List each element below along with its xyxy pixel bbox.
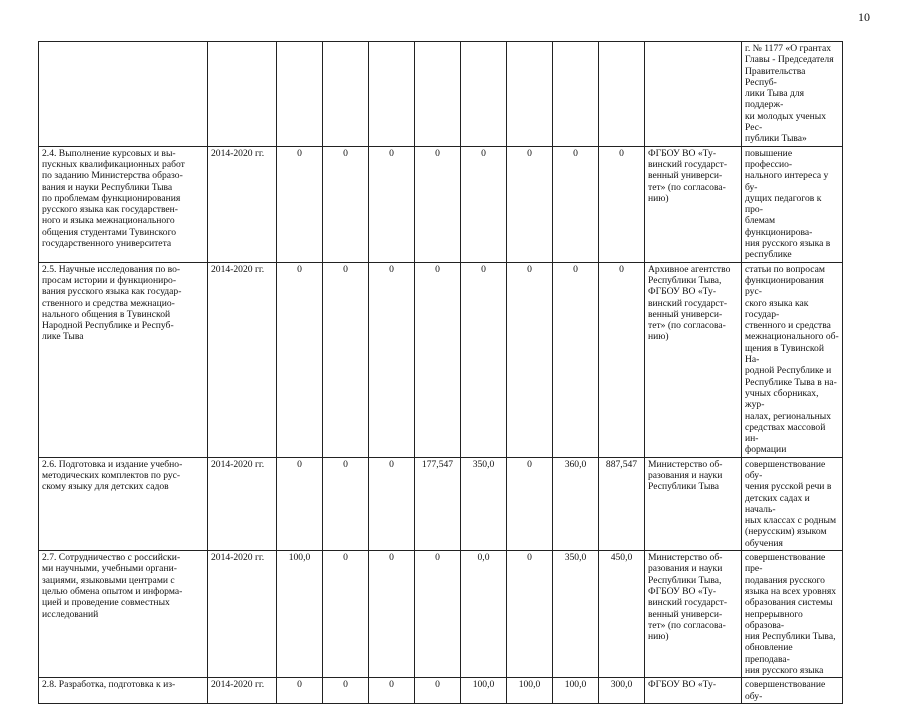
executor-cell: Министерство об- разования и науки Республики Тыва bbox=[645, 457, 742, 550]
funding-value-cell: 0 bbox=[507, 551, 553, 678]
activity-name-cell bbox=[39, 42, 208, 147]
executor-cell: Архивное агентство Республики Тыва, ФГБОУ ВО «Ту- винский государст- венный универси- тет» (по согласова- нию) bbox=[645, 262, 742, 457]
period-cell bbox=[208, 42, 277, 147]
funding-value-cell bbox=[553, 42, 599, 147]
funding-value-cell: 887,547 bbox=[599, 457, 645, 550]
expected-result-cell: совершенствование пре- подавания русского языка на всех уровнях образования системы непрерывного образова- ния Республики Тыва, обновление преподава- ния русского языка bbox=[742, 551, 843, 678]
funding-value-cell: 0 bbox=[277, 262, 323, 457]
funding-value-cell: 0 bbox=[323, 551, 369, 678]
funding-value-cell: 0 bbox=[369, 146, 415, 262]
table-row bbox=[39, 551, 843, 678]
expected-result-cell: повышение профессио- нального интереса у бу- дущих педагогов к про- блемам функционирова- ния русского языка в республике bbox=[742, 146, 843, 262]
funding-value-cell: 100,0 bbox=[507, 678, 553, 704]
funding-value-cell: 100,0 bbox=[461, 678, 507, 704]
funding-value-cell: 0 bbox=[323, 457, 369, 550]
funding-value-cell: 0 bbox=[369, 262, 415, 457]
period-cell: 2014-2020 гг. bbox=[208, 678, 277, 704]
funding-value-cell: 0 bbox=[323, 678, 369, 704]
funding-value-cell: 0 bbox=[599, 146, 645, 262]
funding-value-cell: 0 bbox=[553, 262, 599, 457]
funding-value-cell: 0 bbox=[277, 457, 323, 550]
table-row bbox=[39, 678, 843, 704]
funding-value-cell: 350,0 bbox=[553, 551, 599, 678]
funding-value-cell: 0 bbox=[507, 146, 553, 262]
funding-value-cell bbox=[277, 42, 323, 147]
funding-value-cell: 100,0 bbox=[277, 551, 323, 678]
funding-value-cell: 0 bbox=[277, 146, 323, 262]
funding-value-cell: 0,0 bbox=[461, 551, 507, 678]
funding-value-cell bbox=[323, 42, 369, 147]
expected-result-cell: г. № 1177 «О грантах Главы - Председателя Правительства Респуб- лики Тыва для поддерж- ки молодых ученых Рес- публики Тыва» bbox=[742, 42, 843, 147]
period-cell: 2014-2020 гг. bbox=[208, 146, 277, 262]
funding-value-cell: 0 bbox=[415, 551, 461, 678]
page-number: 10 bbox=[858, 10, 870, 24]
activity-name-cell: 2.4. Выполнение курсовых и вы- пускных квалификационных работ по заданию Министерства образо- вания и науки Республики Тыва по проблемам функционирования русского языка как государствен- ного и языка межнационального общения студентами Тувинского государственного университета bbox=[39, 146, 208, 262]
table-row bbox=[39, 457, 843, 550]
funding-value-cell: 0 bbox=[277, 678, 323, 704]
period-cell: 2014-2020 гг. bbox=[208, 262, 277, 457]
funding-value-cell: 0 bbox=[369, 551, 415, 678]
table-row bbox=[39, 262, 843, 457]
funding-value-cell bbox=[461, 42, 507, 147]
funding-value-cell: 0 bbox=[507, 262, 553, 457]
funding-value-cell: 0 bbox=[599, 262, 645, 457]
funding-value-cell: 350,0 bbox=[461, 457, 507, 550]
funding-value-cell: 0 bbox=[415, 262, 461, 457]
funding-value-cell: 0 bbox=[415, 678, 461, 704]
period-cell: 2014-2020 гг. bbox=[208, 551, 277, 678]
funding-value-cell: 100,0 bbox=[553, 678, 599, 704]
executor-cell bbox=[645, 42, 742, 147]
activity-name-cell: 2.6. Подготовка и издание учебно- методических комплектов по рус- скому языку для детских садов bbox=[39, 457, 208, 550]
executor-cell: ФГБОУ ВО «Ту- винский государст- венный универси- тет» (по согласова- нию) bbox=[645, 146, 742, 262]
funding-value-cell bbox=[599, 42, 645, 147]
program-activities-table bbox=[38, 41, 843, 704]
expected-result-cell: совершенствование обу- bbox=[742, 678, 843, 704]
activity-name-cell: 2.5. Научные исследования по во- просам истории и функциониро- вания русского языка как государ- ственного и средства межнацио- нального общения в Тувинской Народной Республике и Респуб- лике Тыва bbox=[39, 262, 208, 457]
period-cell: 2014-2020 гг. bbox=[208, 457, 277, 550]
funding-value-cell: 0 bbox=[507, 457, 553, 550]
funding-value-cell: 0 bbox=[323, 262, 369, 457]
funding-value-cell: 0 bbox=[553, 146, 599, 262]
funding-value-cell bbox=[415, 42, 461, 147]
activity-name-cell: 2.7. Сотрудничество с российски- ми научными, учебными органи- зациями, языковыми центрами с целью обмена опытом и информа- цией и проведение совместных исследований bbox=[39, 551, 208, 678]
funding-value-cell bbox=[369, 42, 415, 147]
funding-value-cell: 360,0 bbox=[553, 457, 599, 550]
funding-value-cell: 0 bbox=[461, 262, 507, 457]
funding-value-cell: 450,0 bbox=[599, 551, 645, 678]
expected-result-cell: статьи по вопросам функционирования рус- ского языка как государ- ственного и средства межнационального об- щения в Тувинской На- родной Республике и Республике Тыва в на- учных сборниках, жур- налах, региональных средствах массовой ин- формации bbox=[742, 262, 843, 457]
funding-value-cell: 0 bbox=[323, 146, 369, 262]
funding-value-cell: 0 bbox=[461, 146, 507, 262]
executor-cell: Министерство об- разования и науки Республики Тыва, ФГБОУ ВО «Ту- винский государст- венный универси- тет» (по согласова- нию) bbox=[645, 551, 742, 678]
activity-name-cell: 2.8. Разработка, подготовка к из- bbox=[39, 678, 208, 704]
funding-value-cell: 300,0 bbox=[599, 678, 645, 704]
expected-result-cell: совершенствование обу- чения русской речи в детских садах и началь- ных классах с родным (нерусским) языком обучения bbox=[742, 457, 843, 550]
funding-value-cell: 0 bbox=[369, 678, 415, 704]
funding-value-cell bbox=[507, 42, 553, 147]
executor-cell: ФГБОУ ВО «Ту- bbox=[645, 678, 742, 704]
funding-value-cell: 0 bbox=[415, 146, 461, 262]
funding-value-cell: 177,547 bbox=[415, 457, 461, 550]
table-row bbox=[39, 146, 843, 262]
table-row bbox=[39, 42, 843, 147]
funding-value-cell: 0 bbox=[369, 457, 415, 550]
